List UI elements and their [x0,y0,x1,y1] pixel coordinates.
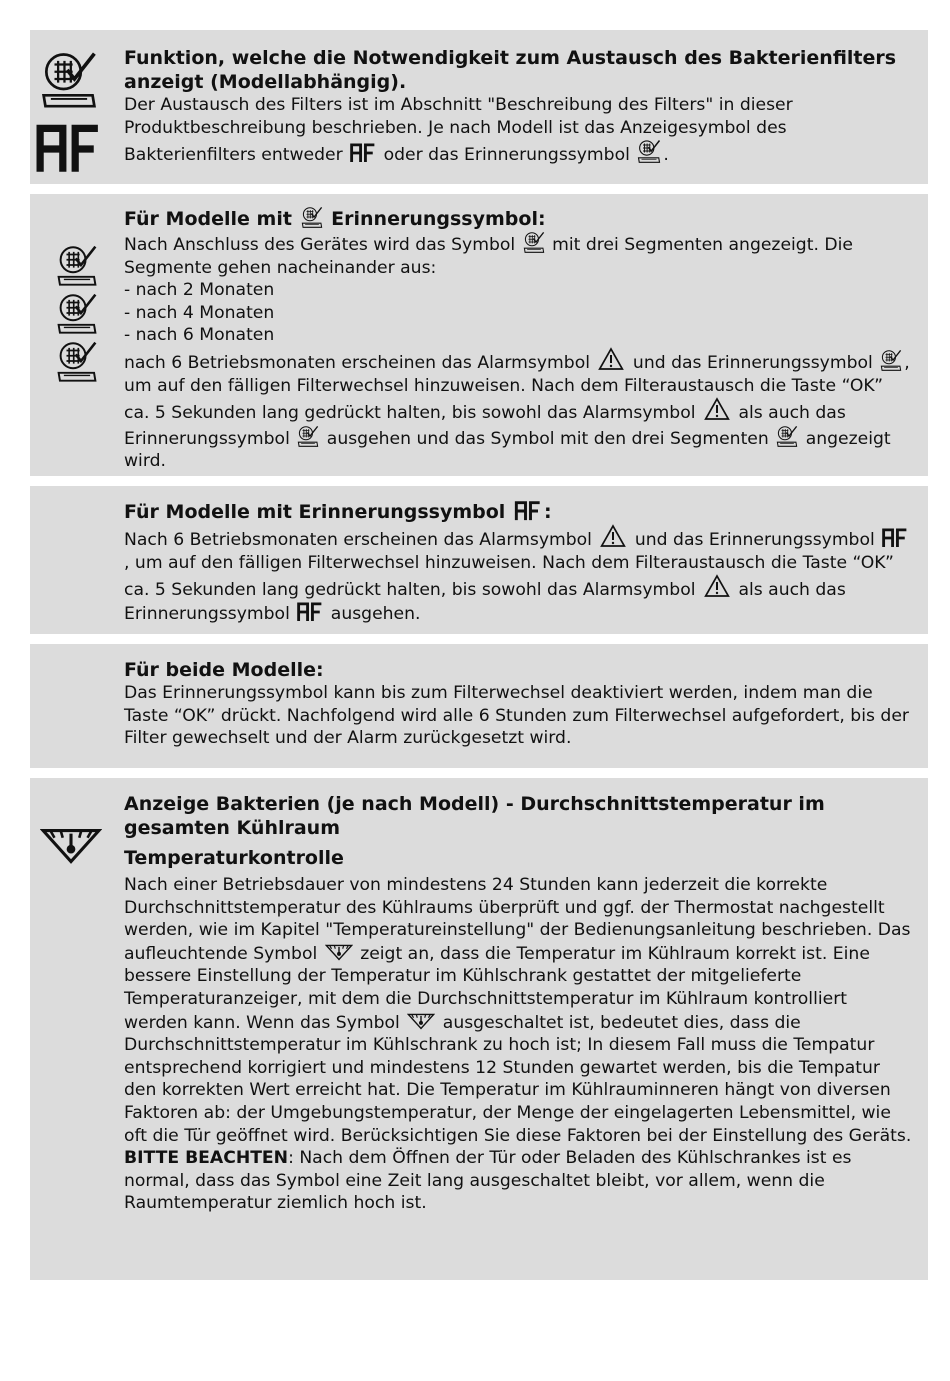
section5-paragraph [124,874,912,1147]
list-item: - nach 6 Monaten [124,325,275,346]
text-part: : [543,501,552,523]
filter-inline-icon [523,231,545,253]
warning-inline-icon [599,524,627,548]
af-inline-icon [514,501,542,521]
warning-inline-icon [597,347,625,371]
text-part: , um auf den fälligen Filterwechsel hinzuweisen. Nach dem Filteraustausch die Taste “OK” ca. 5 Sekunden lang gedrückt halten, bis sowohl das Alarmsymbol [124,352,910,424]
af-inline-icon [882,528,908,548]
section-both-models [30,644,928,768]
text-part: Nach Anschluss des Gerätes wird das Symbol [124,235,516,255]
text-part: Nach 6 Betriebsmonaten erscheinen das Alarmsymbol [124,530,592,550]
af-inline-icon [297,602,323,622]
section-filter-symbol-models [30,194,928,476]
text-part: als auch das Erinnerungssymbol [124,403,846,449]
text-part: ausgehen. [330,603,421,624]
section5-subheading: Temperaturkontrolle [124,847,344,869]
text-part: als auch das Erinnerungssymbol [124,580,846,624]
section-temperature-indicator [30,778,928,1280]
section4-heading: Für beide Modelle: [124,659,324,681]
warning-inline-icon [703,397,731,421]
temperature-inline-icon [407,1011,435,1031]
temperature-ok-icon [40,824,102,866]
text-part: Für Modelle mit [124,208,292,230]
warning-inline-icon [703,574,731,598]
section1-heading: Funktion, welche die Notwendigkeit zum Austausch des Bakterienfilters anzeigt (Modellabhängig). [124,47,897,93]
section-filter-function [30,30,928,184]
section-af-symbol-models [30,486,928,634]
list-item: - nach 2 Monaten [124,280,275,301]
section5-note [124,1147,912,1215]
filter-inline-icon [301,206,323,228]
text-part: . [663,145,669,166]
section4-text [124,658,912,750]
section3-text [124,500,912,625]
text-part: ausgeschaltet ist, bedeutet dies, dass die Durchschnittstemperatur im Kühlschrank zu hoch ist; In diesem Fall muss die Tempatur entsprechend korrigiert und mindestens 12 Stunden gewartet werden, bis die Tempatur den korrekten Wert erreicht hat. Die Temperatur im Kühlrauminneren hängt von diversen Faktoren ab: der Umgebungstemperatur, der Menge der eingelagerten Lebensmittel, wie oft die Tür geöffnet wird. Berücksichtigen Sie diese Faktoren bei der Einstellung des Geräts. [124,1012,912,1146]
section2-heading [124,206,912,231]
note-label: BITTE BEACHTEN [124,1148,289,1169]
section4-paragraph: Das Erinnerungssymbol kann bis zum Filterwechsel deaktiviert werden, indem man die Taste “OK” drückt. Nachfolgend wird alle 6 Stunden zum Filterwechsel aufgefordert, bis der Filter gewechselt und der Alarm zurückgesetzt wird. [124,683,909,749]
section3-paragraph [124,524,912,625]
section5-text [124,792,912,1215]
text-part: oder das Erinnerungssymbol [383,145,630,166]
text-part: Der Austausch des Filters ist im Abschnitt "Beschreibung des Filters" in dieser Produktbeschreibung beschrieben. Je nach Modell ist das Anzeigesymbol des Bakterienfilters entweder [124,95,793,166]
text-part: und das Erinnerungssymbol [632,352,873,373]
filter-segment-icon-2 [56,292,98,334]
filter-reminder-icon [40,50,98,108]
filter-inline-icon [637,139,661,163]
filter-inline-icon [776,425,798,447]
text-part: angezeigt wird. [124,428,891,472]
section3-heading [124,500,912,524]
section1-text [124,46,912,167]
section2-intro [124,231,912,279]
temperature-inline-icon [325,942,353,962]
section5-heading: Anzeige Bakterien (je nach Modell) - Durchschnittstemperatur im gesamten Kühlraum [124,793,825,839]
text-part: nach 6 Betriebsmonaten erscheinen das Alarmsymbol [124,352,590,373]
filter-segment-icon-1 [56,244,98,286]
af-display-icon [36,124,102,174]
filter-inline-icon [880,349,902,371]
text-part: Erinnerungssymbol: [331,208,546,230]
filter-segment-icon-3 [56,340,98,382]
section2-text [124,206,912,473]
section2-paragraph [124,347,912,473]
text-part: zeigt an, dass die Temperatur im Kühlraum korrekt ist. Eine bessere Einstellung der Temperatur im Kühlschrank gestattet der mitgelieferte Temperaturanzeiger, mit dem die Durchschnittstemperatur im Kühlraum kontrolliert werden kann. Wenn das Symbol [124,943,870,1033]
section1-paragraph [124,94,912,167]
text-part: und das Erinnerungssymbol [634,530,875,550]
text-part: ausgehen und das Symbol mit den drei Segmenten [326,428,769,449]
text-part: mit drei Segmenten angezeigt. Die Segmente gehen nacheinander aus: [124,235,853,278]
text-part: Nach einer Betriebsdauer von mindestens 24 Stunden kann jederzeit die korrekte Durchschnittstemperatur des Kühlraums überprüft und ggf. der Thermostat nachgestellt werden, wie im Kapitel "Temperatureinstellung" der Bedienungsanleitung beschrieben. Das aufleuchtende Symbol [124,875,911,964]
filter-inline-icon [297,425,319,447]
text-part: Für Modelle mit Erinnerungssymbol [124,501,506,523]
af-inline-icon [350,143,376,163]
note-text: : Nach dem Öffnen der Tür oder Beladen des Kühlschrankes ist es normal, dass das Symbol eine Zeit lang ausgeschaltet bleibt, vor allem, wenn die Raumtemperatur ziemlich hoch ist. [124,1148,852,1214]
text-part: , um auf den fälligen Filterwechsel hinzuweisen. Nach dem Filteraustausch die Taste “OK” ca. 5 Sekunden lang gedrückt halten, bis sowohl das Alarmsymbol [124,552,894,601]
list-item: - nach 4 Monaten [124,302,275,323]
